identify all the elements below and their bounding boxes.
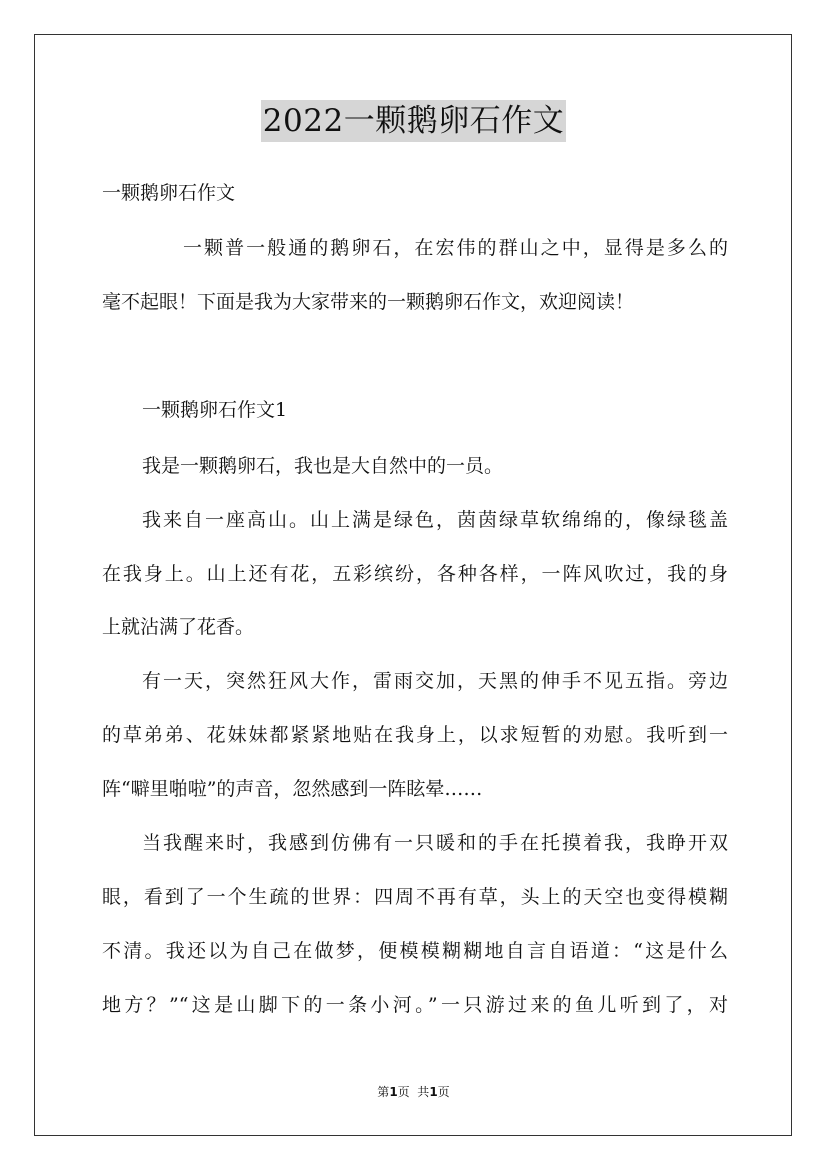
footer-page-suffix: 页: [437, 1085, 450, 1099]
title-container: [0, 100, 827, 142]
document-title: 2022一颗鹅卵石作文: [261, 100, 566, 142]
intro-line-2: 毫不起眼！下面是我为大家带来的一颗鹅卵石作文，欢迎阅读！: [102, 291, 635, 313]
body-line-1: 我是一颗鹅卵石，我也是大自然中的一员。: [142, 455, 504, 477]
body-line-5: 有一天，突然狂风大作，雷雨交加，天黑的伸手不见五指。旁边: [142, 670, 728, 692]
body-line-9: 眼，看到了一个生疏的世界：四周不再有草，头上的天空也变得模糊: [102, 886, 728, 908]
body-line-2: 我来自一座高山。山上满是绿色，茵茵绿草软绵绵的，像绿毯盖: [142, 509, 728, 531]
body-line-10: 不清。我还以为自己在做梦，便模模糊糊地自言自语道：“这是什么: [102, 940, 728, 962]
body-line-4: 上就沾满了花香。: [102, 616, 255, 638]
body-line-7: 阵“噼里啪啦”的声音，忽然感到一阵眩晕……: [102, 778, 483, 800]
section-heading: 一颗鹅卵石作文1: [142, 399, 288, 421]
footer-page-current: 1: [389, 1085, 398, 1099]
footer-page-total: 1: [429, 1085, 438, 1099]
page-footer: [0, 1083, 827, 1101]
body-line-11: 地方？”“这是山脚下的一条小河。”一只游过来的鱼儿听到了，对: [102, 994, 728, 1016]
body-line-6: 的草弟弟、花妹妹都紧紧地贴在我身上，以求短暂的劝慰。我听到一: [102, 724, 728, 746]
footer-page-prefix: 第: [377, 1085, 390, 1099]
intro-line-1: 一颗普一般通的鹅卵石，在宏伟的群山之中，显得是多么的: [183, 237, 728, 259]
body-line-8: 当我醒来时，我感到仿佛有一只暖和的手在托摸着我，我睁开双: [142, 832, 728, 854]
body-line-3: 在我身上。山上还有花，五彩缤纷，各种各样，一阵风吹过，我的身: [102, 563, 728, 585]
footer-page-mid: 页 共: [397, 1085, 430, 1099]
subtitle: 一颗鹅卵石作文: [102, 182, 236, 204]
